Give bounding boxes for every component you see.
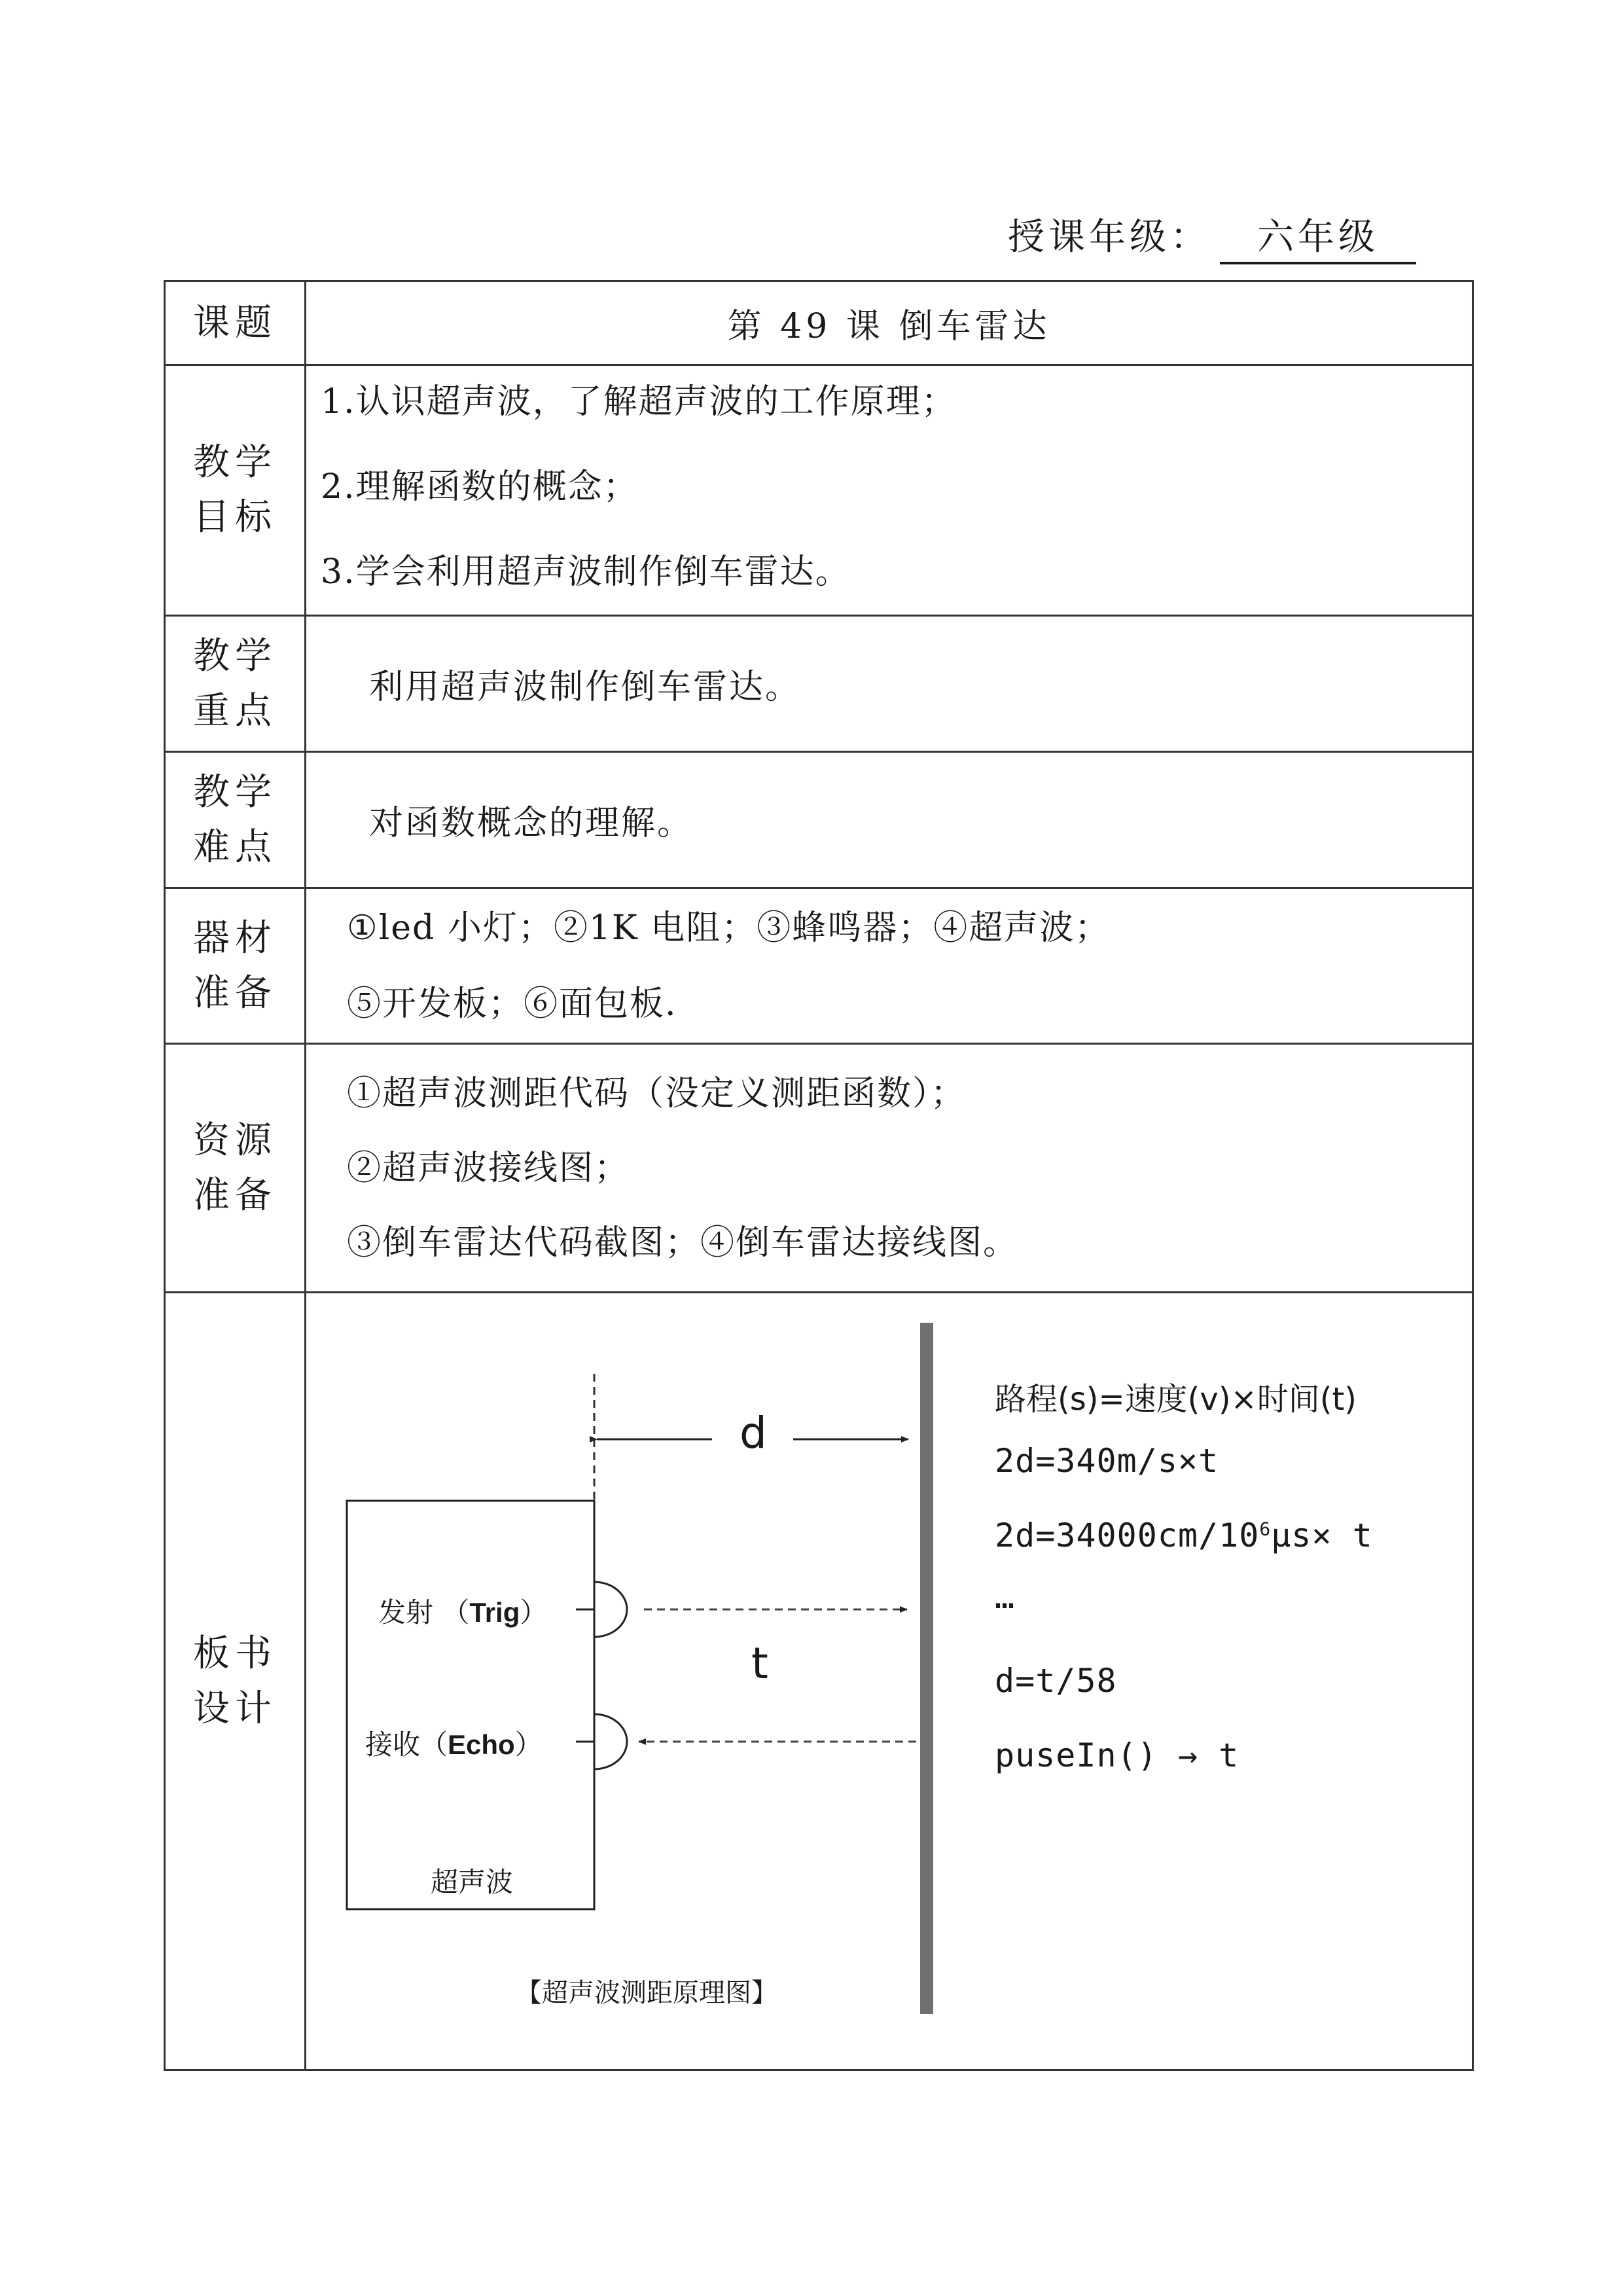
formula-3-part-b: μs× t [1271, 1516, 1373, 1554]
grade-value: 六年级 [1220, 208, 1416, 264]
label-materials-line2: 准备 [193, 971, 277, 1014]
echo-prefix: 接收（ [365, 1728, 448, 1761]
row-topic [165, 281, 1473, 365]
diagram-caption: 【超声波测距原理图】 [516, 1977, 777, 2008]
objective-item: 1.认识超声波，了解超声波的工作原理； [321, 382, 957, 422]
lesson-plan-table [164, 280, 1474, 2071]
formula-line-2: 2d=340m/s×t [995, 1441, 1219, 1480]
row-resources [165, 1044, 1473, 1293]
label-board [165, 1293, 306, 2070]
resources-line: ②超声波接线图； [347, 1148, 630, 1188]
key-points-text: 利用超声波制作倒车雷达。 [369, 668, 802, 707]
row-key-points [165, 616, 1473, 752]
resources-content [306, 1044, 1473, 1293]
formula-line-3 [995, 1516, 1373, 1554]
trig-suffix: ） [520, 1596, 548, 1628]
row-objectives [165, 365, 1473, 616]
objective-item: 2.理解函数的概念； [321, 467, 639, 507]
sensor-box [347, 1501, 594, 1909]
time-label: t [751, 1638, 768, 1689]
label-difficulties [165, 752, 306, 888]
distance-label: d [740, 1407, 767, 1458]
formula-3-exponent: 6 [1259, 1517, 1272, 1539]
formula-line-1: 路程(s)=速度(v)×时间(t) [995, 1380, 1357, 1418]
label-board-line2: 设计 [193, 1687, 277, 1730]
label-objectives-line1: 教学 [193, 441, 277, 484]
label-difficulties-line1: 教学 [193, 770, 277, 814]
key-points-content [306, 616, 1473, 752]
label-objectives [165, 365, 306, 616]
row-board-design [165, 1293, 1473, 2070]
resources-line: ③倒车雷达代码截图；④倒车雷达接线图。 [347, 1223, 1019, 1263]
label-board-line1: 板书 [193, 1632, 277, 1675]
echo-name: Echo [448, 1729, 515, 1760]
label-materials [165, 888, 306, 1044]
materials-line: ⑤开发板；⑥面包板. [347, 984, 677, 1024]
echo-transducer [594, 1714, 627, 1769]
difficulties-text: 对函数概念的理解。 [369, 804, 694, 843]
row-difficulties [165, 752, 1473, 888]
echo-suffix: ） [514, 1728, 543, 1761]
label-objectives-line2: 目标 [193, 496, 277, 539]
sensor-label: 超声波 [431, 1865, 514, 1898]
echo-label [365, 1723, 543, 1763]
trig-label [378, 1591, 547, 1630]
formula-3-part-a: 2d=34000cm/10 [995, 1516, 1260, 1554]
resources-line: ①超声波测距代码（没定义测距函数）； [347, 1073, 967, 1113]
objectives-content [306, 365, 1473, 616]
label-key-points [165, 616, 306, 752]
lesson-title: 第 49 课 倒车雷达 [306, 281, 1473, 365]
label-resources [165, 1044, 306, 1293]
materials-content [306, 888, 1473, 1044]
trig-prefix: 发射 （ [378, 1596, 470, 1628]
formula-line-6: puseIn() → t [995, 1736, 1240, 1774]
row-materials [165, 888, 1473, 1044]
formula-line-4: … [995, 1577, 1016, 1616]
label-topic: 课题 [165, 281, 306, 365]
label-materials-line1: 器材 [193, 916, 277, 960]
label-key-points-line2: 重点 [193, 689, 277, 732]
grade-label: 授课年级： [1008, 216, 1211, 259]
materials-line: ①led 小灯；②1K 电阻；③蜂鸣器；④超声波； [347, 908, 1111, 948]
label-key-points-line1: 教学 [193, 634, 277, 677]
trig-transducer [594, 1582, 627, 1637]
obstacle-wall [920, 1323, 933, 2014]
label-difficulties-line2: 难点 [193, 825, 277, 869]
difficulties-content [306, 752, 1473, 888]
objective-item: 3.学会利用超声波制作倒车雷达。 [321, 552, 851, 592]
formula-line-5: d=t/58 [995, 1661, 1117, 1700]
grade-line [1008, 208, 1427, 264]
label-resources-line2: 准备 [193, 1174, 277, 1217]
board-design [306, 1297, 1472, 2066]
label-resources-line1: 资源 [193, 1119, 277, 1162]
board-content [306, 1293, 1473, 2070]
trig-name: Trig [469, 1596, 520, 1628]
